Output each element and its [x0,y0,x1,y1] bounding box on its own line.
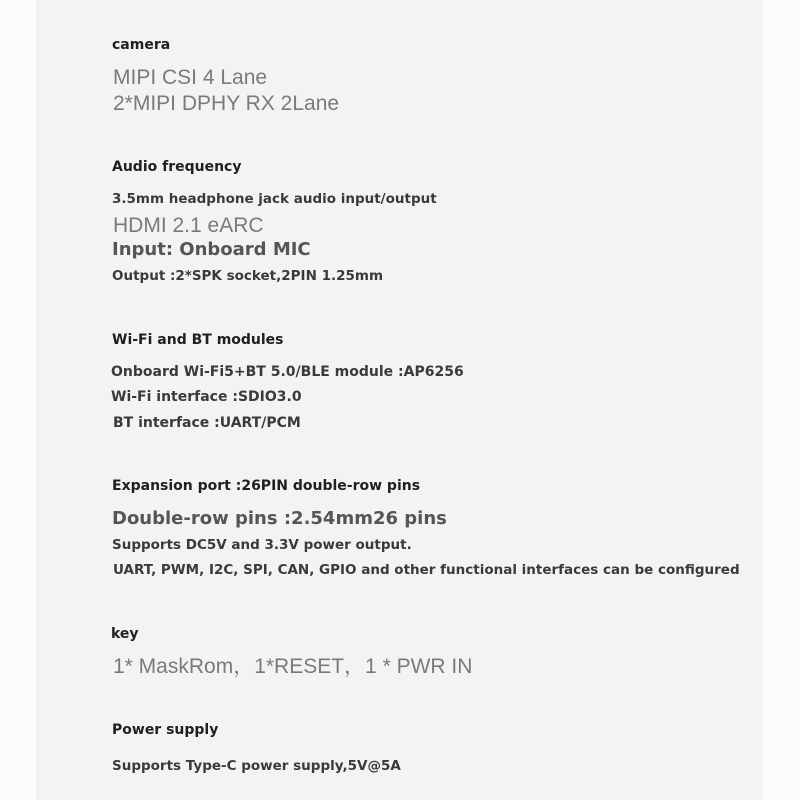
camera-heading: camera [112,37,171,53]
page-left-margin [0,0,36,800]
power-line-1: Supports Type-C power supply,5V@5A [112,758,401,774]
wifi-heading: Wi-Fi and BT modules [112,332,284,348]
audio-line-3: Input: Onboard MIC [112,239,311,260]
wifi-line-1: Onboard Wi-Fi5+BT 5.0/BLE module :AP6256 [111,364,464,380]
audio-line-1: 3.5mm headphone jack audio input/output [112,191,437,207]
audio-line-4: Output :2*SPK socket,2PIN 1.25mm [112,268,384,284]
wifi-line-3: BT interface :UART/PCM [113,415,301,431]
audio-line-2: HDMI 2.1 eARC [113,214,264,237]
key-line-1: 1* MaskRom，1*RESET，1 * PWR IN [113,655,473,678]
expansion-line-1: Double-row pins :2.54mm26 pins [112,508,447,529]
audio-heading: Audio frequency [112,159,242,175]
key-heading: key [111,626,139,642]
camera-line-1: MIPI CSI 4 Lane [113,66,268,89]
page-right-margin [762,0,800,800]
expansion-line-3: UART, PWM, I2C, SPI, CAN, GPIO and other functional interfaces can be configured [113,562,740,578]
expansion-heading: Expansion port :26PIN double-row pins [112,478,421,494]
camera-line-2: 2*MIPI DPHY RX 2Lane [113,92,340,115]
expansion-line-2: Supports DC5V and 3.3V power output. [112,537,412,553]
wifi-line-2: Wi-Fi interface :SDIO3.0 [111,389,302,405]
power-heading: Power supply [112,722,219,738]
